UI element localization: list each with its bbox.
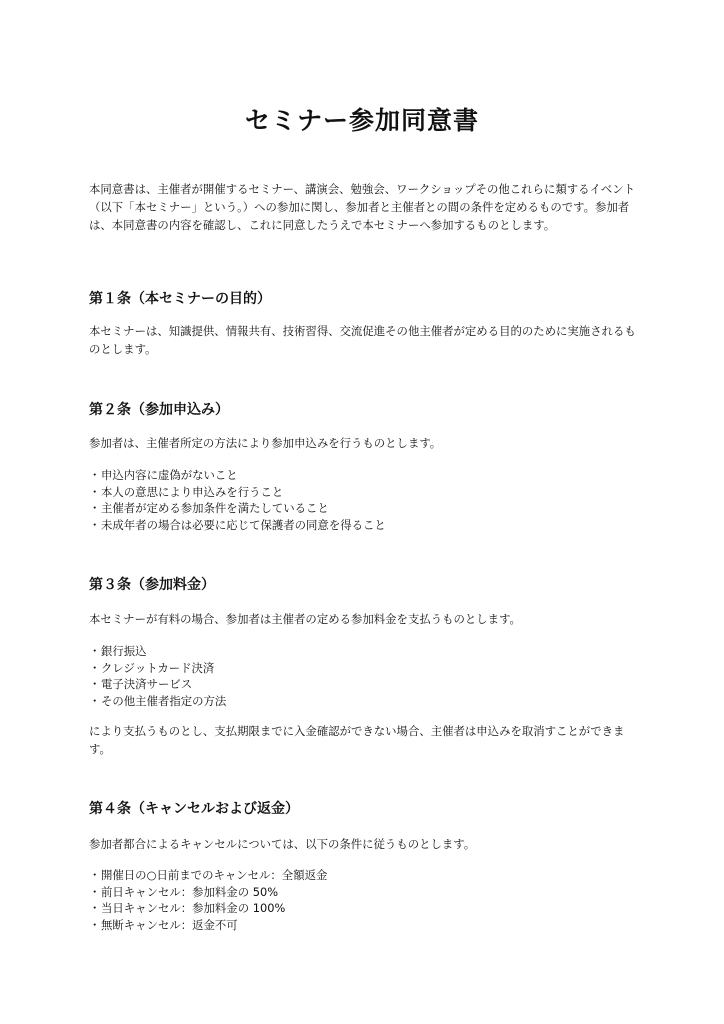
list-item-text: 電子決済サービス [101,677,193,691]
list-item [89,884,641,901]
list-item-text: 無断キャンセル：返金不可 [101,917,238,932]
article-1-heading: 第１条（本セミナーの目的） [89,291,271,307]
article-2-text: 参加者は、主催者所定の方法により参加申込みを行うものとします。 [89,436,442,450]
list-item-text: その他主催者指定の方法 [101,693,227,708]
bullet-mark: ・ [89,644,101,658]
bullet-mark: ・ [89,884,101,899]
list-item [89,660,641,677]
list-item-text: 本人の意思により申込みを行うこと [101,484,284,499]
list-item [89,500,641,517]
article-3-list [89,643,641,709]
article-2-list [89,467,641,533]
bullet-mark: ・ [89,660,101,675]
list-item [89,900,641,917]
list-item [89,676,641,693]
list-item [89,467,641,484]
bullet-mark: ・ [89,677,101,691]
article-3-closing: により支払うものとし、支払期限までに入金確認ができない場合、主催者は申込みを取消すことができます。 [89,724,625,756]
article-3-text: 本セミナーが有料の場合、参加者は主催者の定める参加料金を支払うものとします。 [89,612,521,626]
list-item [89,643,641,660]
list-item-text: 前日キャンセル：参加料金の 50% [101,884,279,899]
article-2-heading: 第２条（参加申込み） [89,402,229,418]
bullet-mark: ・ [89,517,101,532]
bullet-mark: ・ [89,901,101,915]
list-item [89,517,641,534]
bullet-mark: ・ [89,693,101,708]
article-4-text: 参加者都合によるキャンセルについては、以下の条件に従うものとします。 [89,837,476,851]
article-1-text: 本セミナーは、知識提供、情報共有、技術習得、交流促進その他主催者が定める目的のために実施されるものとします。 [89,324,636,356]
article-3-heading: 第３条（参加料金） [89,577,215,593]
bullet-mark: ・ [89,468,101,482]
document-title: セミナー参加同意書 [244,106,479,135]
list-item-text: 銀行振込 [101,644,147,658]
bullet-mark: ・ [89,868,101,882]
list-item-text: 主催者が定める参加条件を満たしていること [101,501,329,515]
list-item-text: 開催日の○日前までのキャンセル：全額返金 [101,868,328,882]
list-item-text: 未成年者の場合は必要に応じて保護者の同意を得ること [101,517,386,532]
list-item [89,693,641,710]
list-item [89,484,641,501]
intro-paragraph: 本同意書は、主催者が開催するセミナー、講演会、勉強会、ワークショップその他これらに類するイベント（以下「本セミナー」という。）への参加に関し、参加者と主催者との間の条件を定めるものです。参加者は、本同意書の内容を確認し、これに同意したうえで本セミナーへ参加するものとします。 [89,182,636,232]
list-item [89,867,641,884]
list-item-text: 当日キャンセル：参加料金の 100% [101,901,286,915]
bullet-mark: ・ [89,501,101,515]
bullet-mark: ・ [89,484,101,499]
list-item [89,917,641,934]
article-4-heading: 第４条（キャンセルおよび返金） [89,801,299,817]
list-item-text: クレジットカード決済 [101,660,215,675]
bullet-mark: ・ [89,917,101,932]
list-item-text: 申込内容に虚偽がないこと [101,468,238,482]
article-4-list [89,867,641,933]
